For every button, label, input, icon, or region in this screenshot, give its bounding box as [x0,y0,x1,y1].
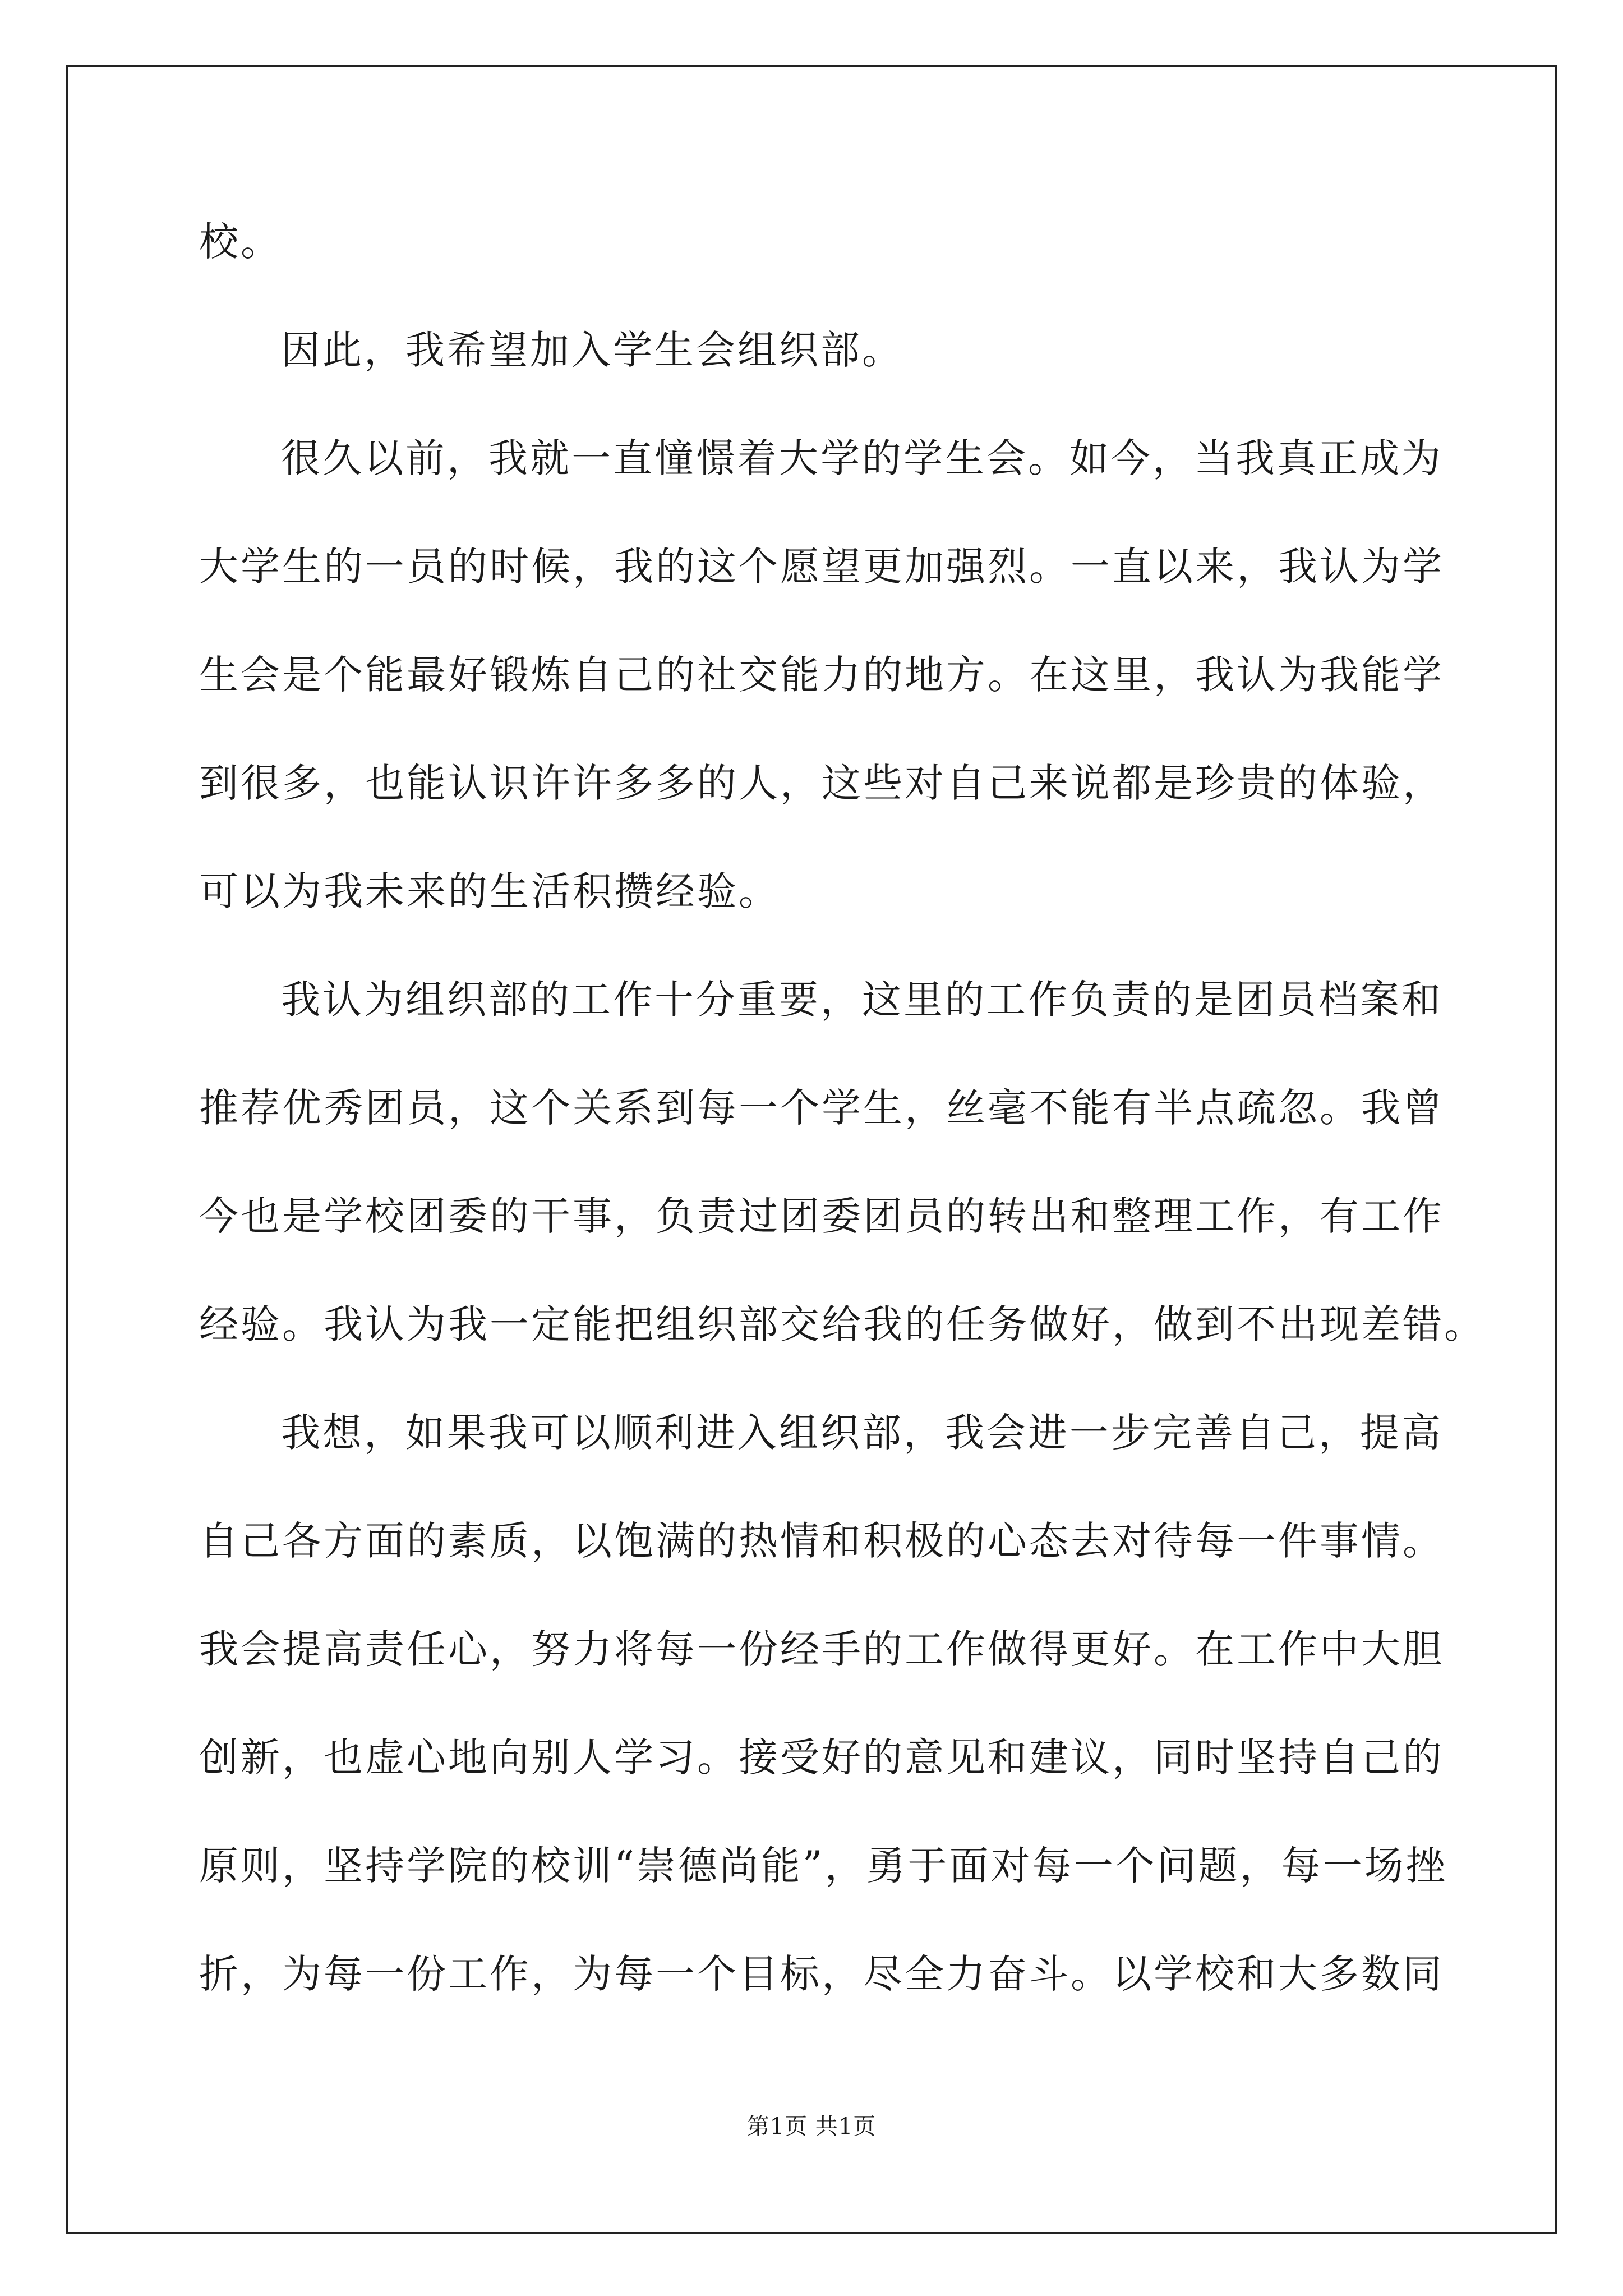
text-line: 可以为我未来的生活积攒经验。 [199,868,780,914]
paragraph-start-line: 因此，我希望加入学生会组织部。 [281,327,903,373]
page-border [66,65,1557,2234]
text-line: 自己各方面的素质，以饱满的热情和积极的心态去对待每一件事情。 [199,1518,1444,1564]
text-line: 推荐优秀团员，这个关系到每一个学生，丝毫不能有半点疏忽。我曾 [199,1085,1444,1131]
text-line: 创新，也虚心地向别人学习。接受好的意见和建议，同时坚持自己的 [199,1734,1444,1780]
paragraph-start-line: 我认为组织部的工作十分重要，这里的工作负责的是团员档案和 [281,977,1443,1023]
text-line: 校。 [199,219,282,265]
text-line: 今也是学校团委的干事，负责过团委团员的转出和整理工作，有工作 [199,1193,1444,1239]
paragraph-start-line: 很久以前，我就一直憧憬着大学的学生会。如今，当我真正成为 [281,435,1443,481]
text-line: 经验。我认为我一定能把组织部交给我的任务做好，做到不出现差错。 [199,1301,1486,1347]
text-line: 折，为每一份工作，为每一个目标，尽全力奋斗。以学校和大多数同 [199,1951,1444,1997]
text-line: 原则，坚持学院的校训“崇德尚能”，勇于面对每一个问题，每一场挫 [199,1843,1447,1889]
text-line: 到很多，也能认识许许多多的人，这些对自己来说都是珍贵的体验， [199,760,1444,806]
text-line: 我会提高责任心，努力将每一份经手的工作做得更好。在工作中大胆 [199,1626,1444,1672]
text-line: 生会是个能最好锻炼自己的社交能力的地方。在这里，我认为我能学 [199,652,1444,698]
text-line: 大学生的一员的时候，我的这个愿望更加强烈。一直以来，我认为学 [199,544,1444,590]
page-number-footer: 第1页 共1页 [746,2114,877,2139]
paragraph-start-line: 我想，如果我可以顺利进入组织部，我会进一步完善自己，提高 [281,1410,1443,1456]
